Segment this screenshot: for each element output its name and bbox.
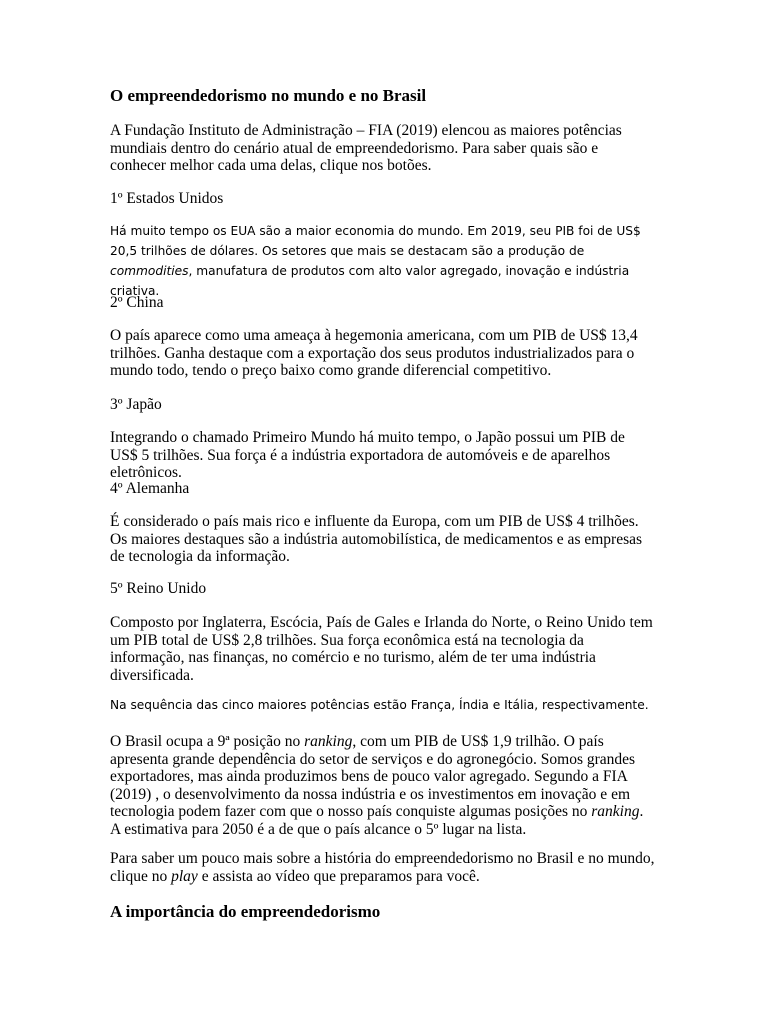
heading-alemanha: 4º Alemanha bbox=[110, 480, 190, 497]
heading-reino-unido: 5º Reino Unido bbox=[110, 580, 207, 597]
section-title: A importância do empreendedorismo bbox=[110, 902, 381, 921]
emphasis: commodities bbox=[110, 264, 189, 278]
heading-estados-unidos: 1º Estados Unidos bbox=[110, 190, 224, 207]
intro-paragraph: A Fundação Instituto de Administração – FIA (2019) elencou as maiores potências mundiais dentro do cenário atual de empreendedorismo. Para saber quais são e conhecer melhor cada uma delas, clique nos botões. bbox=[110, 122, 622, 175]
heading-china: 2º China bbox=[110, 294, 164, 311]
emphasis: play bbox=[171, 867, 198, 885]
text-part: O Brasil ocupa a 9ª posição no bbox=[110, 733, 305, 750]
paragraph-reino-unido: Composto por Inglaterra, Escócia, País de Gales e Irlanda do Norte, o Reino Unido tem um PIB total de US$ 2,8 trilhões. Sua força econômica está na tecnologia da informação, nas finanças, no comércio e no turismo, além de ter uma indústria diversificada. bbox=[110, 614, 653, 684]
sequence-note: Na sequência das cinco maiores potências estão França, Índia e Itália, respectivamente. bbox=[110, 698, 649, 712]
paragraph-china: O país aparece como uma ameaça à hegemonia americana, com um PIB de US$ 13,4 trilhões. Ganha destaque com a exportação dos seus produtos industrializados para o mundo todo, tendo o preço baixo como grande diferencial competitivo. bbox=[110, 327, 638, 380]
paragraph-estados-unidos bbox=[110, 221, 655, 301]
text-part: . A estimativa para 2050 é a de que o país alcance o 5º lugar na lista. bbox=[110, 803, 644, 838]
text-part: , manufatura de produtos com alto valor agregado, inovação e indústria criativa. bbox=[110, 264, 630, 298]
text-part: Para saber um pouco mais sobre a história do empreendedorismo no Brasil e no mundo, clique no bbox=[110, 850, 655, 885]
emphasis: ranking bbox=[304, 733, 353, 750]
page-title: O empreendedorismo no mundo e no Brasil bbox=[110, 86, 427, 105]
paragraph-video bbox=[110, 850, 655, 885]
paragraph-alemanha: É considerado o país mais rico e influente da Europa, com um PIB de US$ 4 trilhões. Os maiores destaques são a indústria automobilística, de medicamentos e as empresas de tecnologia da informação. bbox=[110, 513, 643, 566]
text-part: , com um PIB de US$ 1,9 trilhão. O país apresenta grande dependência do setor de serviços e do agronegócio. Somos grandes exportadores, mas ainda produzimos bens de pouco valor agregado. Segundo a FIA (2019) , o desenvolvimento da nossa indústria e os investimentos em inovação e em tecnologia podem fazer com que o nosso país conquiste algumas posições no bbox=[110, 733, 636, 821]
paragraph-brasil bbox=[110, 733, 655, 839]
heading-japao: 3º Japão bbox=[110, 396, 162, 413]
paragraph-japao: Integrando o chamado Primeiro Mundo há muito tempo, o Japão possui um PIB de US$ 5 trilhões. Sua força é a indústria exportadora de automóveis e de aparelhos eletrônicos. bbox=[110, 429, 625, 482]
text-part: e assista ao vídeo que preparamos para você. bbox=[197, 867, 480, 885]
emphasis: ranking bbox=[591, 803, 640, 821]
text-part: Há muito tempo os EUA são a maior economia do mundo. Em 2019, seu PIB foi de US$ 20,5 trilhões de dólares. Os setores que mais se destacam são a produção de bbox=[110, 224, 641, 258]
